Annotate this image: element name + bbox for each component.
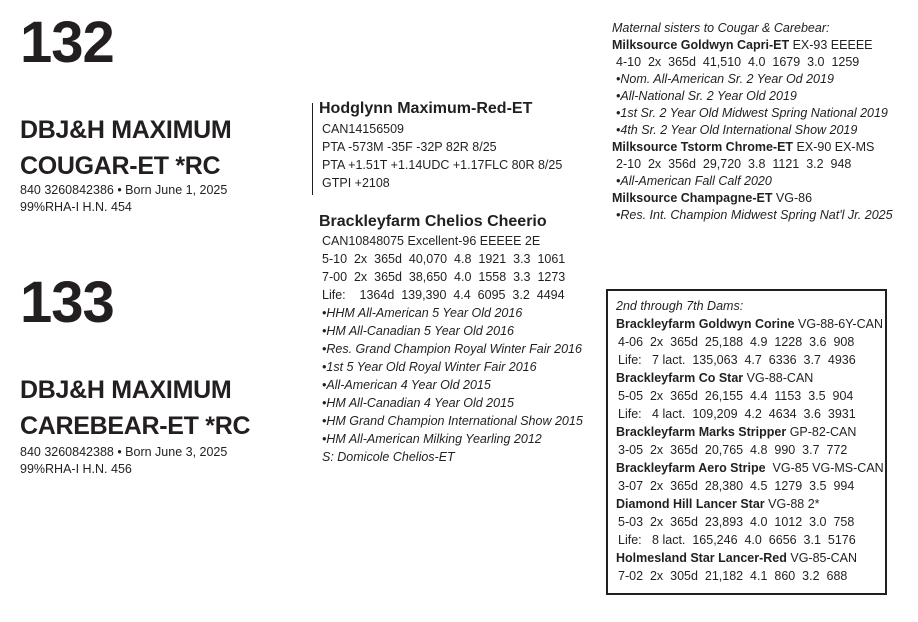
dam-entry-class: VG-88-6Y-CAN: [794, 317, 883, 331]
sire-details: [322, 120, 562, 192]
lot-133-rha: 99%RHA-I H.N. 456: [20, 462, 132, 476]
lot-133-name-line1: DBJ&H MAXIMUM: [20, 376, 232, 404]
lot-132-name-line1: DBJ&H MAXIMUM: [20, 116, 232, 144]
sister-record: 2-10 2x 356d 29,720 3.8 1121 3.2 948: [616, 157, 852, 171]
dam-entry-name: Brackleyfarm Co Star: [616, 371, 744, 385]
sister-3: [612, 190, 893, 207]
dam-entry-record: 4-06 2x 365d 25,188 4.9 1228 3.6 908: [618, 335, 855, 349]
lot-number-132: 132: [20, 10, 114, 75]
lot-number-133: 133: [20, 270, 114, 335]
sister-class: VG-86: [772, 191, 813, 205]
sister-award: •4th Sr. 2 Year Old International Show 2019: [616, 123, 858, 137]
dam-entry-record: 3-07 2x 365d 28,380 4.5 1279 3.5 994: [618, 479, 855, 493]
dam-entry-name: Holmesland Star Lancer-Red: [616, 551, 787, 565]
sister-name: Milksource Champagne-ET: [612, 191, 773, 205]
dam-record-line: 5-10 2x 365d 40,070 4.8 1921 3.3 1061: [322, 252, 566, 266]
sister-award: •1st Sr. 2 Year Old Midwest Spring National 2019: [616, 106, 888, 120]
dam-name: Brackleyfarm Chelios Cheerio: [319, 213, 547, 230]
dams-box: [606, 289, 887, 595]
dam-entry: [616, 495, 885, 513]
sister-award: •Res. Int. Champion Midwest Spring Nat'l Jr. 2025: [616, 208, 893, 222]
dam-entry-class: VG-88 2*: [764, 497, 820, 511]
sister-name: Milksource Goldwyn Capri-ET: [612, 38, 790, 52]
lot-132-id: 840 3260842386 • Born June 1, 2025: [20, 183, 228, 197]
sire-detail-line: PTA -573M -35F -32P 82R 8/25: [322, 140, 497, 154]
dam-sire: S: Domicole Chelios-ET: [322, 450, 455, 464]
sire-detail-line: PTA +1.51T +1.14UDC +1.17FLC 80R 8/25: [322, 158, 563, 172]
dam-entry-record: 5-05 2x 365d 26,155 4.4 1153 3.5 904: [618, 389, 854, 403]
dam-entry: [616, 315, 885, 333]
lot-133-name-line2: CAREBEAR-ET *RC: [20, 412, 251, 440]
sire-detail-line: CAN14156509: [322, 122, 405, 136]
pedigree-bracket-line: [312, 103, 313, 195]
dam-entry: [616, 369, 885, 387]
sire-detail-line: GTPI +2108: [322, 176, 390, 190]
sister-class: EX-93 EEEEE: [789, 38, 873, 52]
dam-entry-class: VG-88-CAN: [743, 371, 814, 385]
sister-2: [612, 139, 893, 156]
dam-entry-record: Life: 7 lact. 135,063 4.7 6336 3.7 4936: [618, 353, 856, 367]
dam-entry-record: 3-05 2x 365d 20,765 4.8 990 3.7 772: [618, 443, 848, 457]
dam-record-line: Life: 1364d 139,390 4.4 6095 3.2 4494: [322, 288, 565, 302]
dam-award: •HM All-American Milking Yearling 2012: [322, 432, 542, 446]
dam-entry-record: 5-03 2x 365d 23,893 4.0 1012 3.0 758: [618, 515, 855, 529]
dam-entry-class: GP-82-CAN: [786, 425, 857, 439]
dam-registration: CAN10848075 Excellent-96 EEEEE 2E: [322, 234, 541, 248]
dam-award: •All-American 4 Year Old 2015: [322, 378, 491, 392]
dam-entry-record: Life: 4 lact. 109,209 4.2 4634 3.6 3931: [618, 407, 856, 421]
dam-entry-record: 7-02 2x 305d 21,182 4.1 860 3.2 688: [618, 569, 848, 583]
dam-entry-record: Life: 8 lact. 165,246 4.0 6656 3.1 5176: [618, 533, 856, 547]
dam-award: •HM All-Canadian 4 Year Old 2015: [322, 396, 514, 410]
dam-entry-name: Brackleyfarm Marks Stripper: [616, 425, 787, 439]
sire-name: Hodglynn Maximum-Red-ET: [319, 100, 533, 117]
maternal-sisters-section: [612, 20, 893, 224]
dam-award: •1st 5 Year Old Royal Winter Fair 2016: [322, 360, 537, 374]
dam-entry-class: VG-85-CAN: [786, 551, 858, 565]
sister-award: •All-National Sr. 2 Year Old 2019: [616, 89, 797, 103]
dam-entry-name: Brackleyfarm Goldwyn Corine: [616, 317, 795, 331]
dam-award: •HM All-Canadian 5 Year Old 2016: [322, 324, 514, 338]
dam-entry: [616, 459, 885, 477]
lot-132-name-line2: COUGAR-ET *RC: [20, 152, 221, 180]
sister-class: EX-90 EX-MS: [793, 140, 875, 154]
lot-133-id: 840 3260842388 • Born June 3, 2025: [20, 445, 228, 459]
dam-award: •HM Grand Champion International Show 2015: [322, 414, 583, 428]
dam-award: •Res. Grand Champion Royal Winter Fair 2016: [322, 342, 582, 356]
dam-entry-name: Diamond Hill Lancer Star: [616, 497, 765, 511]
sister-record: 4-10 2x 365d 41,510 4.0 1679 3.0 1259: [616, 55, 860, 69]
dam-entry: [616, 423, 885, 441]
dams-box-heading: 2nd through 7th Dams:: [616, 299, 744, 313]
sister-award: •Nom. All-American Sr. 2 Year Od 2019: [616, 72, 834, 86]
sister-award: •All-American Fall Calf 2020: [616, 174, 772, 188]
lot-132-rha: 99%RHA-I H.N. 454: [20, 200, 132, 214]
dam-details: [322, 232, 583, 466]
dam-award: •HHM All-American 5 Year Old 2016: [322, 306, 523, 320]
dam-record-line: 7-00 2x 365d 38,650 4.0 1558 3.3 1273: [322, 270, 566, 284]
dam-records: [322, 250, 583, 304]
sister-name: Milksource Tstorm Chrome-ET: [612, 140, 794, 154]
maternal-heading: Maternal sisters to Cougar & Carebear:: [612, 21, 830, 35]
dam-entry-class: VG-85 VG-MS-CAN: [765, 461, 884, 475]
dam-entry-name: Brackleyfarm Aero Stripe: [616, 461, 766, 475]
sister-1: [612, 37, 893, 54]
dam-entry: [616, 549, 885, 567]
